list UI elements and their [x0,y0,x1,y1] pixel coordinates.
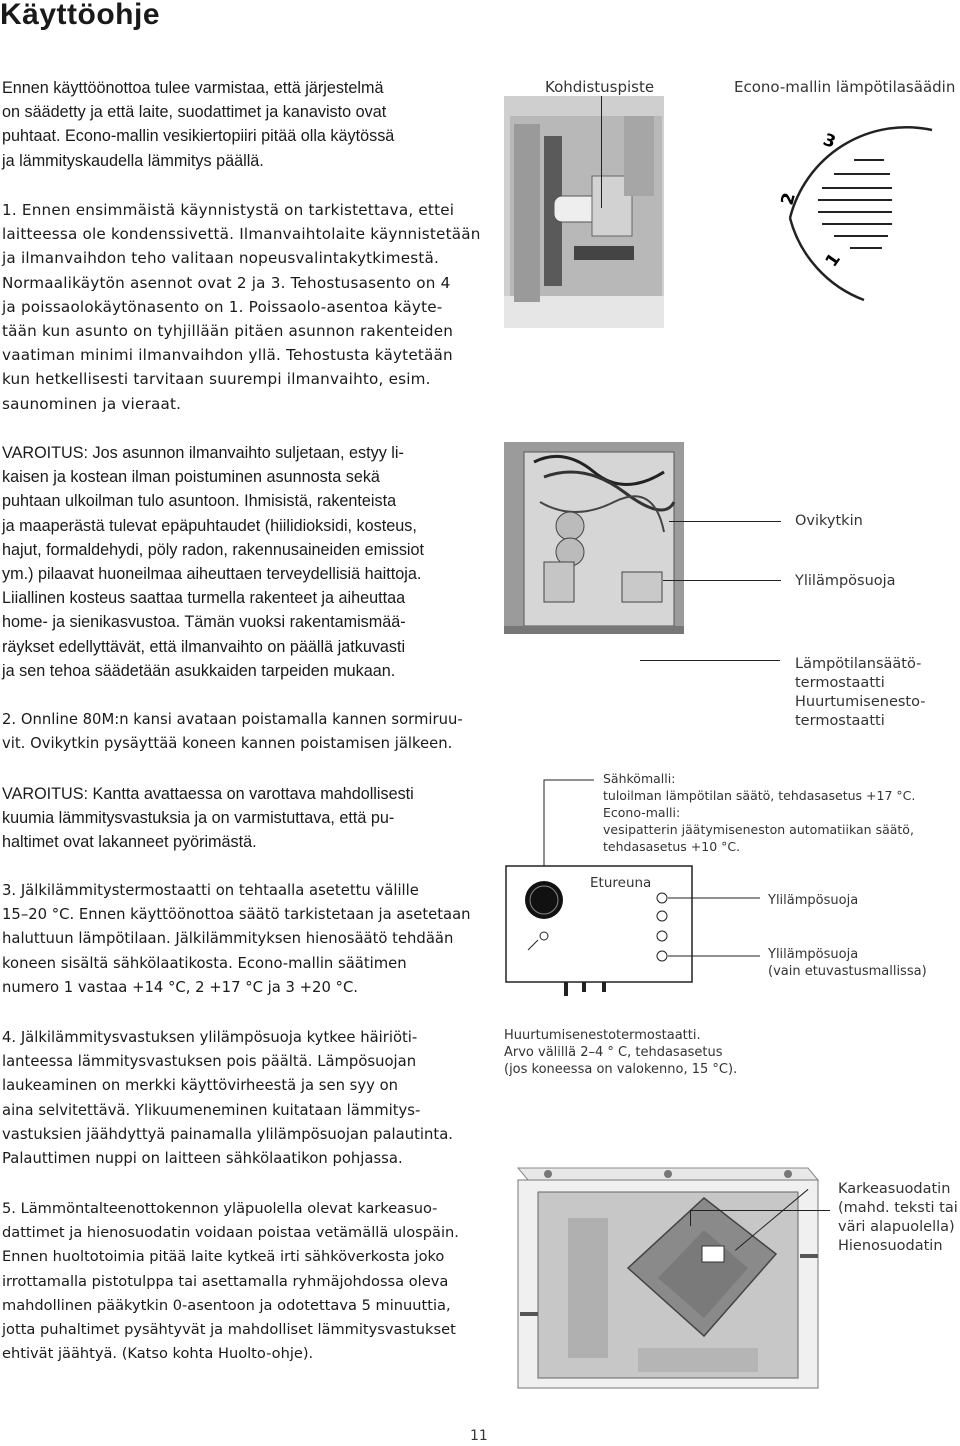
text-line: irrottamalla pistotulppa tai asettamalla ryhmäjohdossa oleva [2,1272,449,1290]
text-line: 5. Lämmöntalteenottokennon yläpuolella olevat karkeasuo- [2,1200,438,1217]
text-line: Huurtumisenesto- [795,694,926,710]
text-line: termostaatti [795,675,885,691]
text-line: ja maaperästä tulevat epäpuhtaudet (hiilidioksidi, kosteus, [2,516,417,535]
text-line: hajut, formaldehydi, pöly radon, rakennusaineiden emissiot [2,540,425,559]
dial-mark-3: 3 [820,129,839,153]
text-line: Lämpötilansäätö- [795,656,922,672]
text-line: ja poissaolokäytönasento on 1. Poissaolo-asentoa käyte- [2,297,443,316]
ovikytkin-label: Ovikytkin [795,513,863,529]
text-line: Normaalikäytön asennot ovat 2 ja 3. Tehostusasento on 4 [2,273,451,292]
text-line: tään kun asunto on tyhjillään pitäen asunnon rakenteiden [2,322,454,341]
ylilampo-label: Ylilämpösuoja [795,573,896,589]
text-line: numero 1 vastaa +14 °C, 2 +17 °C ja 3 +20 °C. [2,978,358,996]
leader-line [690,1210,830,1211]
text-line: Ylilämpösuoja [768,947,859,962]
intro-paragraph [2,76,462,173]
pointer-line [601,96,602,208]
text-line: Liiallinen kosteus saattaa turmella rakenteet ja aiheuttaa [2,589,406,608]
text-line: ja sen tehoa säädetään asukkaiden tarpeiden mukaan. [2,661,396,680]
text-line: Sähkömalli: [603,771,676,786]
leader-line [690,1210,691,1226]
text-line: kuumia lämmitysvastuksia ja on varmistuttava, että pu- [2,809,395,828]
text-line: on säädetty ja että laite, suodattimet ja kanavisto ovat [2,103,387,122]
step-2-paragraph [2,708,462,756]
text-line: Ennen käyttöönottoa tulee varmistaa, että järjestelmä [2,79,384,97]
text-line: 3. Jälkilämmitystermostaatti on tehtaalla asetettu välille [2,882,419,899]
text-line: puhtaat. Econo-mallin vesikiertopiiri pitää olla käytössä [2,127,395,146]
text-line: vaatiman minimi ilmanvaihdon yllä. Tehostusta käytetään [2,346,453,365]
text-line: termostaatti [795,713,885,729]
text-line: Palauttimen nuppi on laitteen sähkölaatikon pohjassa. [2,1150,403,1168]
step-3-paragraph [2,879,471,1000]
thermostat-labels [795,655,925,731]
text-line: haltimet ovat lakanneet pyörimästä. [2,833,257,852]
text-line: vit. Ovikytkin pysäyttää koneen kannen poistamisen jälkeen. [2,735,453,753]
text-line: (mahd. teksti tai [838,1200,958,1216]
text-line: vesipatterin jäätymiseneston automatiikan säätö, [603,822,914,837]
text-line: laitteessa ole kondenssivettä. Ilmanvaihtolaite käynnistetään [2,225,481,244]
text-line: 1. Ennen ensimmäistä käynnistystä on tarkistettava, ettei [2,201,455,219]
leader-line [663,580,781,581]
text-line: laukeaminen on merkki käyttövirheestä ja sen syy on [2,1077,399,1095]
text-line: kaisen ja kostean ilman poistuminen asunnosta sekä [2,468,380,487]
text-line: saunominen ja vieraat. [2,394,182,413]
filter-labels [838,1180,958,1256]
text-line: Ennen huoltotoimia pitää laite kytkeä irti sähköverkosta joko [2,1248,445,1266]
text-line: 4. Jälkilämmitysvastuksen ylilämpösuoja kytkee häiriöti- [2,1029,418,1046]
text-line: mahdollinen pääkytkin 0-asentoon ja odotettava 5 minuuttia, [2,1296,451,1314]
text-line: Arvo välillä 2–4 ° C, tehdasasetus [504,1045,723,1060]
page-number: 11 [470,1428,488,1444]
text-line: ehtivät jäähtyä. (Katso kohta Huolto-ohje). [2,1345,314,1363]
leader-line [640,660,780,661]
leader-line [669,521,781,522]
text-line: ja lämmityskaudella lämmitys päällä. [2,151,264,170]
huurtumisenesto-note [504,1027,737,1078]
text-line: puhtaan ulkoilman tulo asuntoon. Ihmisistä, rakenteista [2,492,397,511]
text-line: tehdasasetus +10 °C. [603,839,741,854]
text-line: Huurtumisenestotermostaatti. [504,1028,701,1043]
electrical-box-photo [504,442,684,634]
text-line: dattimet ja hienosuodatin voidaan poistaa vetämällä ulospäin. [2,1224,459,1242]
text-line: 15–20 °C. Ennen käyttöönottoa säätö tarkistetaan ja asetetaan [2,906,471,924]
ylilampo-label-2 [768,946,927,980]
text-line: (jos koneessa on valokenno, 15 °C). [504,1062,738,1077]
text-line: VAROITUS: Kantta avattaessa on varottava mahdollisesti [2,785,414,803]
text-line: haluttuun lämpötilaan. Jälkilämmityksen hienosäätö tehdään [2,930,454,948]
text-line: väri alapuolella) [838,1219,955,1235]
temperature-dial [764,100,960,330]
text-line: tuloilman lämpötilan säätö, tehdasasetus +17 °C. [603,788,916,803]
kohdistuspiste-label: Kohdistuspiste [545,78,655,96]
text-line: Karkeasuodatin [838,1181,951,1197]
step-4-paragraph [2,1026,462,1171]
text-line: räykset edellyttävät, että ilmanvaihto on päällä jatkuvasti [2,637,406,656]
text-line: (vain etuvastusmallissa) [768,964,927,979]
step-1-paragraph [2,198,481,416]
text-line: vastuksien jäähdyttyä painamalla ylilämpösuojan palautinta. [2,1125,453,1143]
valve-photo [504,96,664,328]
text-line: koneen sisältä sähkölaatikosta. Econo-mallin säätimen [2,954,407,972]
etureuna-label: Etureuna [590,875,652,891]
dial-mark-2: 2 [777,190,800,208]
text-line: Econo-malli: [603,805,681,820]
text-line: lanteessa lämmitysvastuksen pois päältä. Lämpösuojan [2,1053,417,1071]
text-line: aina selvitettävä. Ylikuumeneminen kuitataan lämmitys- [2,1101,421,1119]
unit-filters-photo [508,1158,824,1398]
warning-1-paragraph [2,441,462,683]
text-line: 2. Onnline 80M:n kansi avataan poistamalla kannen sormiruu- [2,711,463,728]
econo-dial-label: Econo-mallin lämpötilasäädin [734,78,956,96]
text-line: VAROITUS: Jos asunnon ilmanvaihto suljetaan, estyy li- [2,444,404,462]
text-line: Hienosuodatin [838,1238,943,1254]
step-5-paragraph [2,1197,462,1366]
warning-2-paragraph [2,782,462,855]
text-line: home- ja sienikasvustoa. Tämän vuoksi rakentamismää- [2,613,406,632]
ylilampo-label-1: Ylilämpösuoja [768,893,859,908]
text-line: ja ilmanvaihdon teho valitaan nopeusvalintakytkimestä. [2,249,440,268]
text-line: ym.) pilaavat huoneilmaa aiheuttaen terveydellisiä haittoja. [2,565,422,584]
dial-mark-1: 1 [821,249,845,271]
page-title: Käyttöohje [0,0,161,31]
text-line: kun hetkellisesti tarvitaan suurempi ilmanvaihto, esim. [2,370,431,389]
text-line: jotta puhaltimet pysähtyvät ja mahdolliset lämmitysvastukset [2,1321,456,1339]
